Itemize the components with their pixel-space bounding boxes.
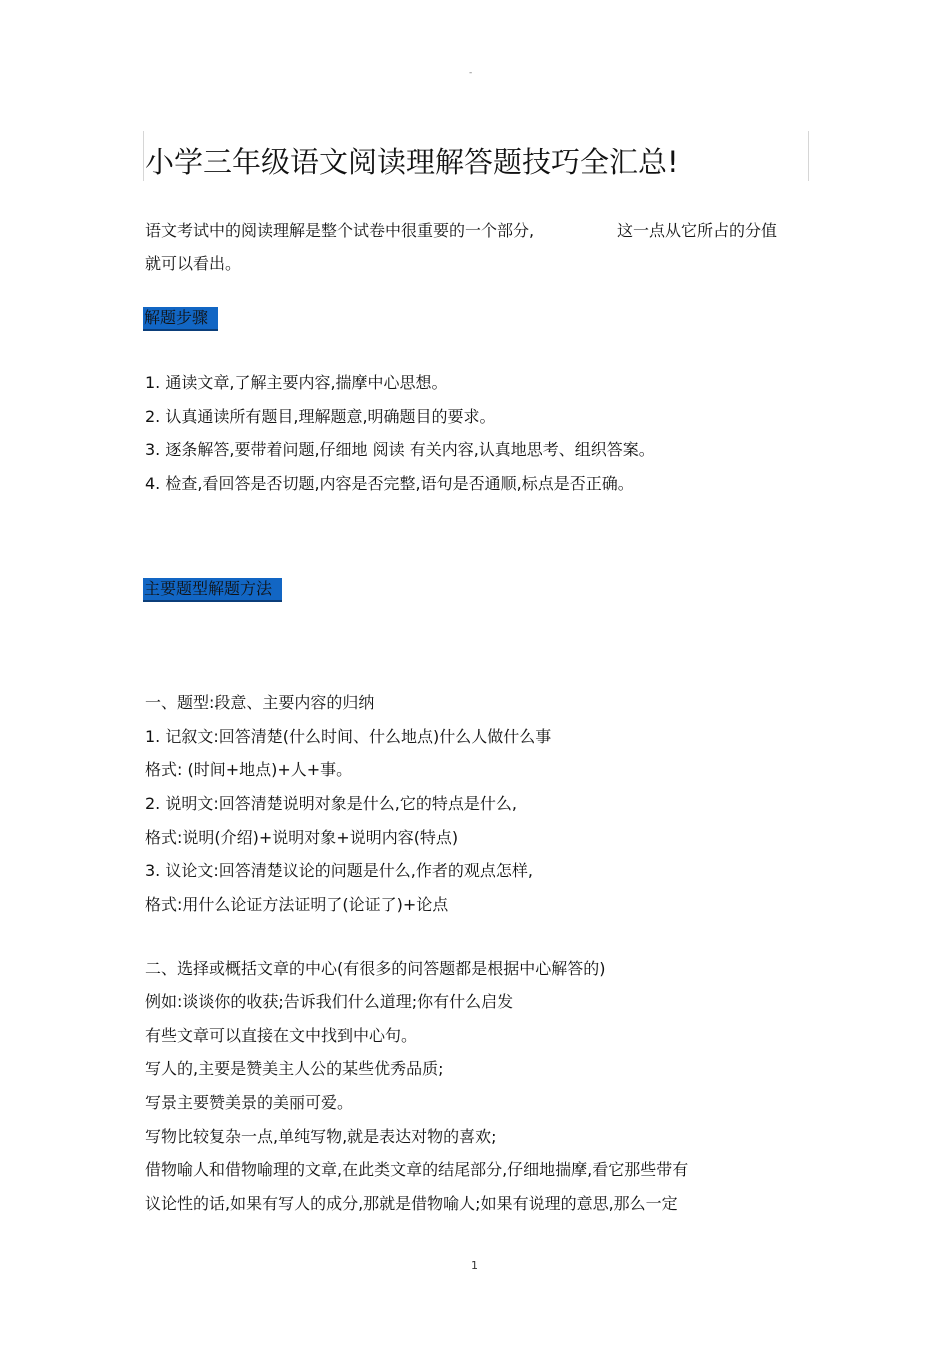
method-line: 格式: (时间+地点)+人+事。 [145,760,353,779]
document-title: 小学三年级语文阅读理解答题技巧全汇总! [145,145,679,179]
step-item: 3. 逐条解答,要带着问题,仔细地 阅读 有关内容,认真地思考、组织答案。 [145,440,655,459]
header-mark: - [469,68,473,78]
method-line: 有些文章可以直接在文中找到中心句。 [145,1026,418,1045]
method-line: 例如:谈谈你的收获;告诉我们什么道理;你有什么启发 [145,992,514,1011]
intro-line-1b: 这一点从它所占的分值 [617,221,778,240]
method-line: 写景主要赞美景的美丽可爱。 [145,1093,354,1112]
method-line: 写物比较复杂一点,单纯写物,就是表达对物的喜欢; [145,1127,497,1146]
method-line: 议论性的话,如果有写人的成分,那就是借物喻人;如果有说理的意思,那么一定 [145,1194,678,1213]
method-line: 写人的,主要是赞美主人公的某些优秀品质; [145,1059,444,1078]
step-item: 4. 检查,看回答是否切题,内容是否完整,语句是否通顺,标点是否正确。 [145,474,634,493]
method-line: 格式:说明(介绍)+说明对象+说明内容(特点) [145,828,459,847]
section-heading-methods: 主要题型解题方法 [143,578,282,602]
page-number: 1 [471,1259,478,1272]
section-heading-steps: 解题步骤 [143,307,218,331]
method-line: 二、选择或概括文章的中心(有很多的问答题都是根据中心解答的) [145,959,606,978]
method-line: 格式:用什么论证方法证明了(论证了)+论点 [145,895,449,914]
method-line: 3. 议论文:回答清楚议论的问题是什么,作者的观点怎样, [145,861,533,880]
method-line: 借物喻人和借物喻理的文章,在此类文章的结尾部分,仔细地揣摩,看它那些带有 [145,1160,689,1179]
intro-line-2: 就可以看出。 [145,254,242,273]
step-item: 2. 认真通读所有题目,理解题意,明确题目的要求。 [145,407,496,426]
method-line: 1. 记叙文:回答清楚(什么时间、什么地点)什么人做什么事 [145,727,552,746]
method-line: 一、题型:段意、主要内容的归纳 [145,693,375,712]
method-line: 2. 说明文:回答清楚说明对象是什么,它的特点是什么, [145,794,517,813]
intro-line-1a: 语文考试中的阅读理解是整个试卷中很重要的一个部分, [145,221,535,240]
step-item: 1. 通读文章,了解主要内容,揣摩中心思想。 [145,373,448,392]
